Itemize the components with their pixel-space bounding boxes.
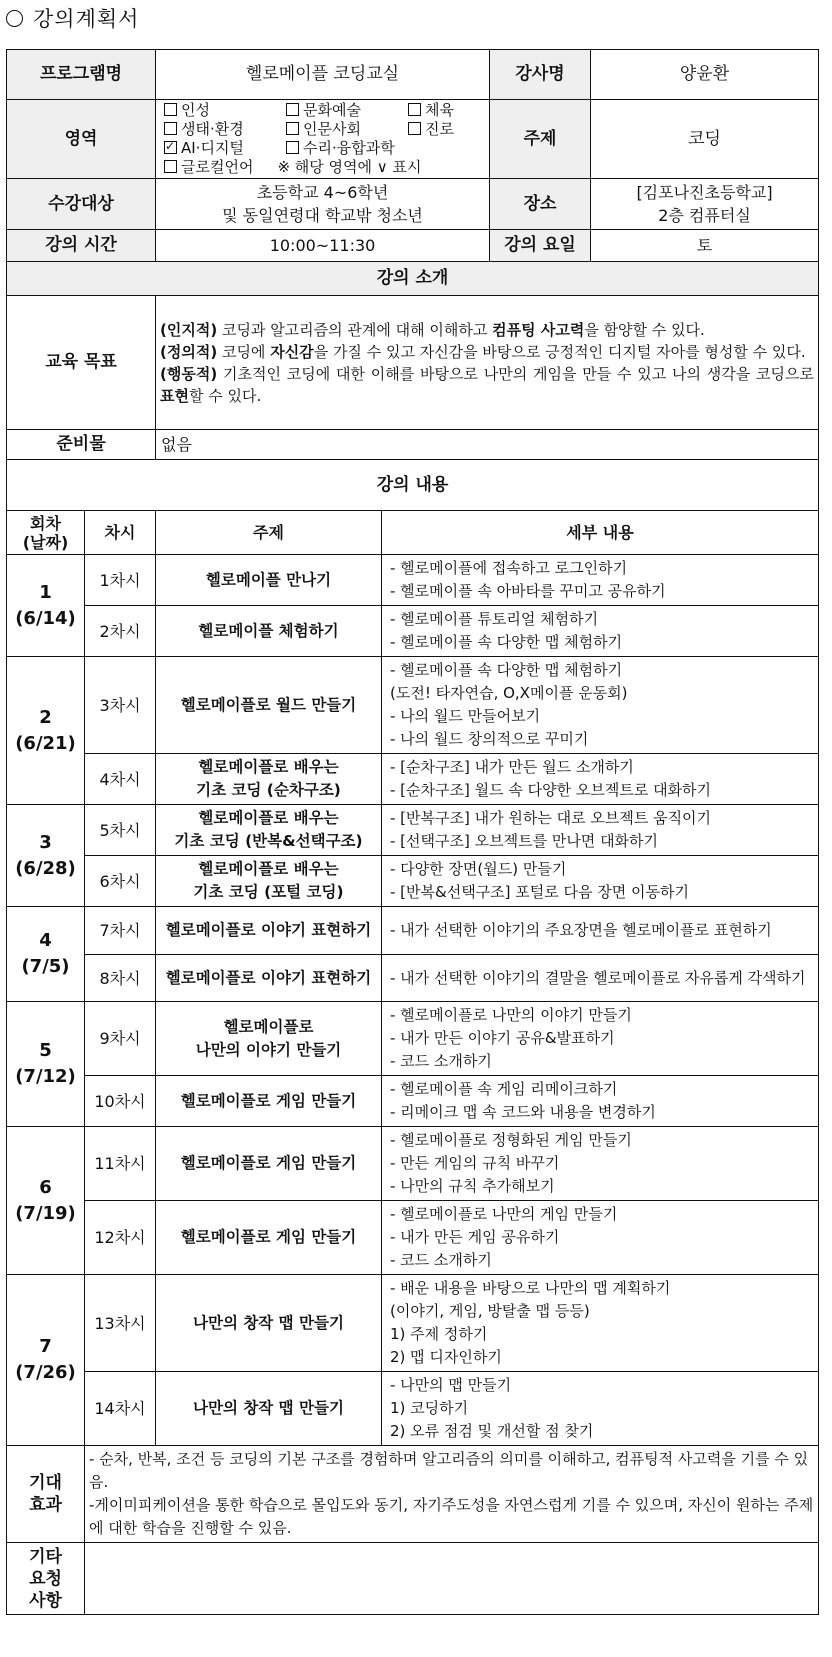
session-cell [7,1275,85,1446]
lesson-detail [382,1076,819,1127]
effect-paragraph: - 순차, 반복, 조건 등 코딩의 기본 구조를 경험하며 알고리즘의 의미를 이해하고, 컴퓨팅적 사고력을 기를 수 있음. [89,1450,809,1491]
detail-line: (도전! 타자연습, O,X메이플 운동회) [390,684,628,702]
detail-line: 2) 맵 디자인하기 [390,1348,502,1366]
area-option[interactable] [286,101,408,120]
period-cell: 8차시 [85,955,156,1002]
time-label: 강의 시간 [7,230,156,262]
session-number: 1 [39,581,52,603]
area-option[interactable] [408,101,454,120]
lesson-topic: 헬로메이플로 게임 만들기 [156,1127,382,1201]
time-value: 10:00~11:30 [156,230,490,262]
detail-line: (이야기, 게임, 방탈출 맵 등등) [390,1302,590,1320]
period-cell: 2차시 [85,606,156,657]
lecture-plan-table [6,49,819,1615]
content-title: 강의 내용 [7,460,819,511]
lesson-topic: 헬로메이플로 나만의 이야기 만들기 [156,1002,382,1076]
program-label: 프로그램명 [7,50,156,100]
goal-bold: 표현 [160,386,189,405]
area-option-label: 인성 [181,101,210,119]
detail-line: - 헬로메이플 속 다양한 맵 체험하기 [390,633,623,651]
target-label: 수강대상 [7,179,156,230]
period-cell: 14차시 [85,1372,156,1446]
circle-bullet-icon [6,10,23,27]
goal-label: 교육 목표 [7,296,156,430]
session-number: 7 [39,1336,52,1357]
detail-line: - 헬로메이플 속 아바타를 꾸미고 공유하기 [390,582,666,600]
detail-line: - 나만의 맵 만들기 [390,1376,512,1394]
place-line2: 2층 컴퓨터실 [658,206,751,225]
session-date: (6/14) [15,607,76,629]
detail-line: - 내가 선택한 이야기의 결말을 헬로메이플로 자유롭게 각색하기 [390,968,806,987]
detail-line: 1) 주제 정하기 [390,1325,488,1343]
goal-bold: 컴퓨팅 사고력 [492,320,585,339]
lesson-detail [382,1201,819,1275]
lesson-detail [382,856,819,907]
lesson-row [7,955,819,1002]
checkbox-icon[interactable] [286,141,299,154]
place-value [591,179,819,230]
goal-paragraph [160,319,814,341]
goal-b: 을 가질 수 있고 자신감을 바탕으로 긍정적인 디지털 자아를 형성할 수 있다. [313,342,806,361]
lesson-row [7,907,819,955]
session-date: (7/12) [15,1066,76,1087]
effect-row [7,1446,819,1543]
lesson-detail [382,1127,819,1201]
instructor-name: 양윤환 [591,50,819,100]
lesson-topic: 헬로메이플로 배우는 기초 코딩 (포털 코딩) [156,856,382,907]
program-row [7,50,819,100]
detail-line: - 만든 게임의 규칙 바꾸기 [390,1154,560,1172]
document-title [6,4,139,34]
detail-line: - 내가 만든 이야기 공유&발표하기 [390,1029,615,1047]
session-cell [7,555,85,657]
period-cell: 3차시 [85,657,156,754]
target-line2: 및 동일연령대 학교밖 청소년 [222,206,423,225]
prep-label: 준비물 [7,430,156,460]
lesson-topic: 헬로메이플로 이야기 표현하기 [156,907,382,955]
checkbox-icon[interactable] [164,160,177,173]
lesson-row [7,606,819,657]
checkbox-icon[interactable] [164,103,177,116]
lesson-detail [382,657,819,754]
session-date: (7/5) [21,956,70,977]
detail-line: - 나만의 규칙 추가해보기 [390,1177,555,1195]
detail-line: - [반복구조] 내가 원하는 대로 오브젝트 움직이기 [390,809,712,827]
goal-a: 기초적인 코딩에 대한 이해를 바탕으로 나만의 게임을 만들 수 있고 나의 생각을 코딩으로 [217,364,815,383]
period-cell: 4차시 [85,754,156,805]
period-cell: 9차시 [85,1002,156,1076]
session-date: (6/21) [15,732,76,754]
detail-line: - 코드 소개하기 [390,1251,492,1269]
topic-label: 주제 [490,100,591,179]
lesson-topic: 헬로메이플로 배우는 기초 코딩 (반복&선택구조) [156,805,382,856]
area-option-label: 문화예술 [303,101,361,119]
target-value [156,179,490,230]
target-line1: 초등학교 4~6학년 [256,183,389,202]
lesson-row [7,555,819,606]
lesson-topic: 헬로메이플로 배우는 기초 코딩 (순차구조) [156,754,382,805]
lesson-row [7,1002,819,1076]
lesson-topic: 헬로메이플로 월드 만들기 [156,657,382,754]
place-line1: [김포나진초등학교] [636,183,773,202]
goal-b: 할 수 있다. [188,386,262,405]
col-detail-header: 세부 내용 [382,511,819,555]
checkbox-icon[interactable] [286,122,299,135]
goal-tag: (행동적) [160,364,218,383]
intro-title: 강의 소개 [7,262,819,296]
session-number: 6 [39,1176,52,1198]
detail-line: - 나의 월드 만들어보기 [390,707,541,725]
program-name: 헬로메이플 코딩교실 [156,50,490,100]
session-number: 3 [39,831,52,853]
session-date: (6/28) [15,857,76,879]
area-option-label: 생태·환경 [181,120,244,138]
place-label: 장소 [490,179,591,230]
goal-paragraph [160,363,814,407]
detail-line: - 내가 만든 게임 공유하기 [390,1228,560,1246]
goal-a: 코딩과 알고리즘의 관계에 대해 이해하고 [217,320,493,339]
lesson-detail [382,907,819,955]
area-label: 영역 [7,100,156,179]
lesson-detail [382,1002,819,1076]
lesson-detail [382,754,819,805]
period-cell: 6차시 [85,856,156,907]
etc-label: 기타 요청 사항 [7,1543,85,1615]
goal-a: 코딩에 [217,342,271,361]
lesson-row [7,1127,819,1201]
detail-line: - 헬로메이플에 접속하고 로그인하기 [390,559,628,577]
col-topic-header: 주제 [156,511,382,555]
topic-value: 코딩 [591,100,819,179]
prep-value: 없음 [156,430,819,460]
effect-text [85,1446,819,1543]
lesson-row [7,657,819,754]
lesson-detail [382,805,819,856]
content-header-row [7,511,819,555]
detail-line: - 헬로메이플 튜토리얼 체험하기 [390,610,599,628]
detail-line: 1) 코딩하기 [390,1399,469,1417]
period-cell: 10차시 [85,1076,156,1127]
detail-line: - 내가 선택한 이야기의 주요장면을 헬로메이플로 표현하기 [390,921,772,939]
period-cell: 7차시 [85,907,156,955]
session-cell [7,1002,85,1127]
goal-bold: 자신감 [270,342,314,361]
day-label: 강의 요일 [490,230,591,262]
goal-paragraph [160,341,814,363]
period-cell: 13차시 [85,1275,156,1372]
detail-line: - 리메이크 맵 속 코드와 내용을 변경하기 [390,1103,656,1121]
detail-line: 2) 오류 점검 및 개선할 점 찾기 [390,1422,594,1440]
goal-tag: (인지적) [160,320,218,339]
session-number: 4 [39,930,52,951]
period-cell: 1차시 [85,555,156,606]
goal-tag: (정의적) [160,342,218,361]
etc-value[interactable] [85,1543,819,1615]
area-option-label: 글로컬언어 [181,158,254,176]
detail-line: - [선택구조] 오브젝트를 만나면 대화하기 [390,832,659,850]
session-date: (7/26) [15,1362,76,1383]
area-option[interactable] [164,139,286,158]
detail-line: - 헬로메이플로 정형화된 게임 만들기 [390,1131,632,1149]
area-option-label: AI·디지털 [181,139,244,157]
checkbox-icon[interactable] [408,103,421,116]
document-title-text: 강의계획서 [33,7,140,31]
checkbox-icon[interactable] [164,122,177,135]
detail-line: - [순차구조] 내가 만든 월드 소개하기 [390,758,634,776]
lesson-row [7,856,819,907]
area-option-label: 진로 [425,120,454,138]
lesson-topic: 헬로메이플로 게임 만들기 [156,1201,382,1275]
etc-row [7,1543,819,1615]
lesson-detail [382,606,819,657]
detail-line: - 배운 내용을 바탕으로 나만의 맵 계획하기 [390,1279,671,1297]
detail-line: - 나의 월드 창의적으로 꾸미기 [390,730,589,748]
lesson-row [7,1076,819,1127]
session-number: 5 [39,1040,52,1061]
time-row [7,230,819,262]
area-option[interactable] [286,139,395,158]
area-option[interactable] [164,120,286,139]
lesson-row [7,754,819,805]
lesson-detail [382,1275,819,1372]
goal-row [7,296,819,430]
detail-line: - [반복&선택구조] 포털로 다음 장면 이동하기 [390,883,689,901]
detail-line: - 헬로메이플로 나만의 게임 만들기 [390,1205,618,1223]
col-period-header: 차시 [85,511,156,555]
lesson-topic: 헬로메이플 만나기 [156,555,382,606]
area-note: ※ 해당 영역에 ∨ 표시 [277,158,422,176]
intro-title-row [7,262,819,296]
goal-b: 을 함양할 수 있다. [584,320,705,339]
lesson-topic: 헬로메이플 체험하기 [156,606,382,657]
period-cell: 5차시 [85,805,156,856]
lesson-detail [382,955,819,1002]
col-session-header: 회차 (날짜) [7,511,85,555]
detail-line: - 다양한 장면(월드) 만들기 [390,860,567,878]
session-cell [7,907,85,1002]
effect-paragraph: -게이미피케이션을 통한 학습으로 몰입도와 동기, 자기주도성을 자연스럽게 기를 수 있으며, 자신이 원하는 주제에 대한 학습을 진행할 수 있음. [89,1496,814,1537]
area-option[interactable] [408,120,454,139]
period-cell: 12차시 [85,1201,156,1275]
lesson-topic: 헬로메이플로 이야기 표현하기 [156,955,382,1002]
session-cell [7,1127,85,1275]
detail-line: - 코드 소개하기 [390,1052,492,1070]
detail-line: - 헬로메이플로 나만의 이야기 만들기 [390,1006,632,1024]
lesson-row [7,1372,819,1446]
instructor-label: 강사명 [490,50,591,100]
session-cell [7,657,85,805]
session-date: (7/19) [15,1202,76,1224]
lesson-row [7,1275,819,1372]
lesson-topic: 나만의 창작 맵 만들기 [156,1372,382,1446]
content-title-row [7,460,819,511]
lesson-detail [382,1372,819,1446]
area-option-label: 체육 [425,101,454,119]
goal-text [156,296,819,430]
prep-row [7,430,819,460]
lesson-topic: 헬로메이플로 게임 만들기 [156,1076,382,1127]
detail-line: - 헬로메이플 속 게임 리메이크하기 [390,1080,618,1098]
area-option[interactable] [286,120,408,139]
session-number: 2 [39,706,52,728]
area-option-label: 인문사회 [303,120,361,138]
checkbox-checked-icon[interactable] [164,141,177,154]
lesson-detail [382,555,819,606]
target-row [7,179,819,230]
detail-line: - 헬로메이플 속 다양한 맵 체험하기 [390,661,623,679]
area-row [7,100,819,179]
lesson-topic: 나만의 창작 맵 만들기 [156,1275,382,1372]
checkbox-icon[interactable] [286,103,299,116]
area-option[interactable] [164,158,253,177]
checkbox-icon[interactable] [408,122,421,135]
lesson-row [7,1201,819,1275]
lesson-row [7,805,819,856]
effect-label: 기대 효과 [7,1446,85,1543]
area-checklist [156,100,490,179]
area-option[interactable] [164,101,286,120]
session-cell [7,805,85,907]
day-value: 토 [591,230,819,262]
detail-line: - [순차구조] 월드 속 다양한 오브젝트로 대화하기 [390,781,712,799]
period-cell: 11차시 [85,1127,156,1201]
area-option-label: 수리·융합과학 [303,139,395,157]
